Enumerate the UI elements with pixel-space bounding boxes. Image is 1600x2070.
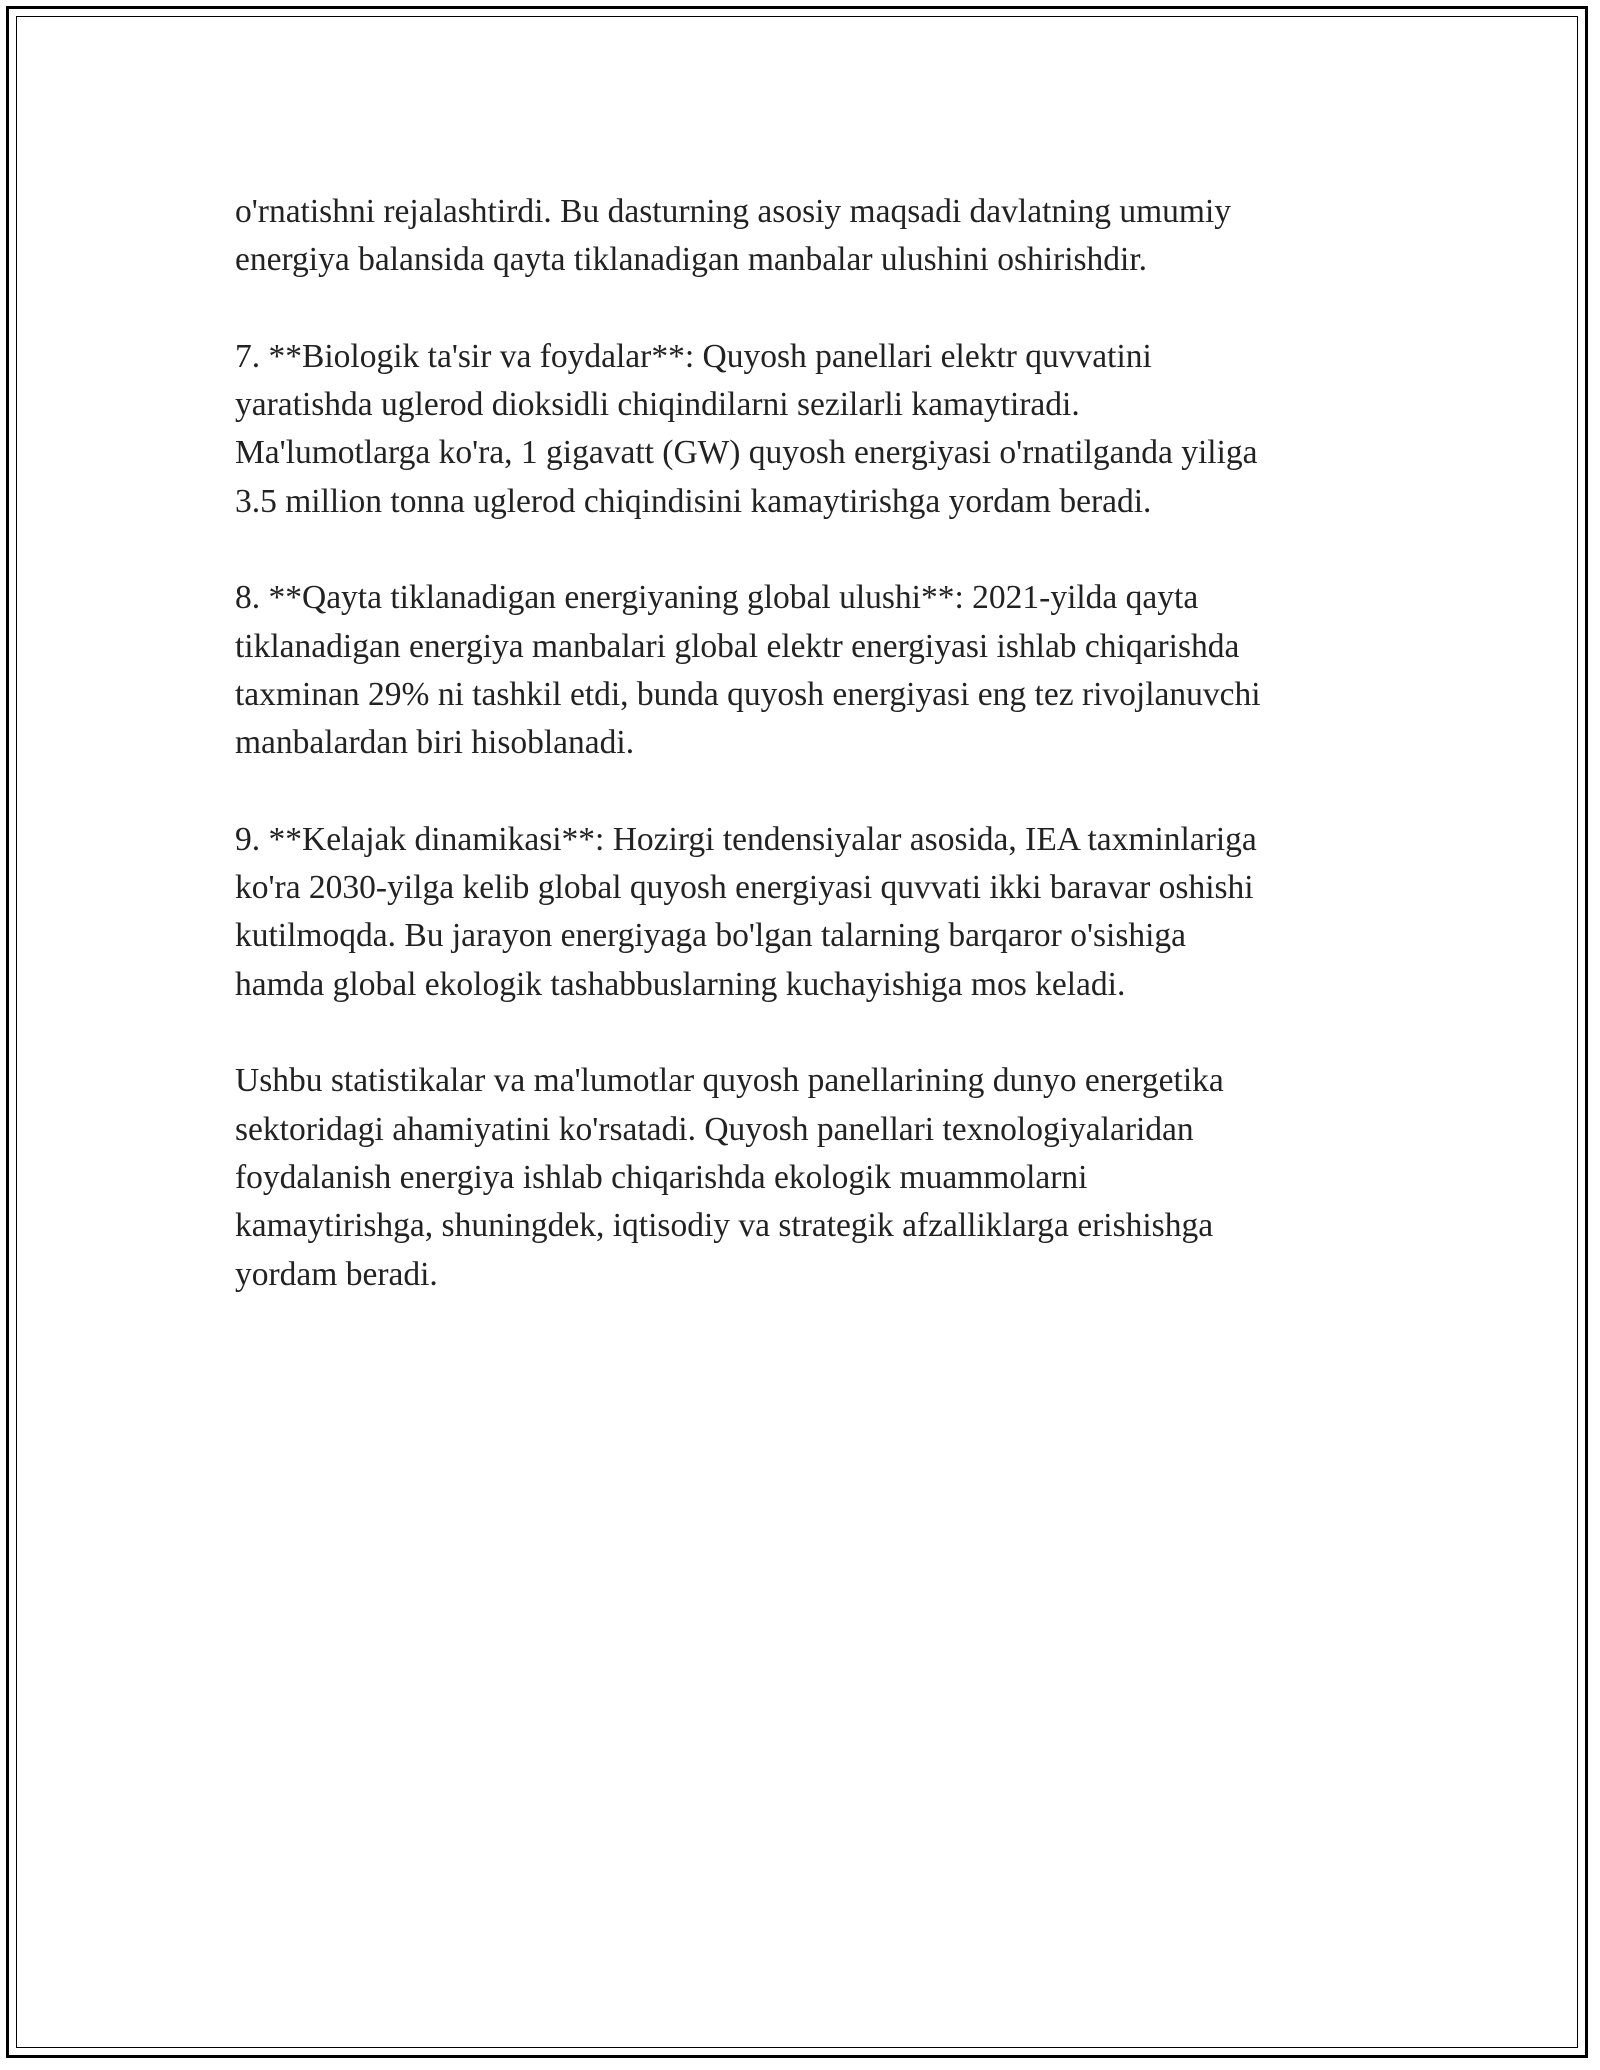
text-line: Ushbu statistikalar va ma'lumotlar quyosh panellarining dunyo energetika	[235, 1062, 1224, 1100]
text-line: kutilmoqda. Bu jarayon energiyaga bo'lgan talarning barqaror o'sishiga	[235, 917, 1187, 955]
text-line: ko'ra 2030-yilga kelib global quyosh energiyasi quvvati ikki baravar oshishi	[235, 869, 1254, 907]
text-line: hamda global ekologik tashabbuslarning kuchayishiga mos keladi.	[235, 965, 1126, 1003]
text-line: tiklanadigan energiya manbalari global elektr energiyasi ishlab chiqarishda	[235, 627, 1240, 665]
text-line: yordam beradi.	[235, 1255, 438, 1293]
text-line: o'rnatishni rejalashtirdi. Bu dasturning asosiy maqsadi davlatning umumiy	[235, 193, 1232, 230]
paragraph-conclusion	[235, 1057, 1385, 1298]
text-line: foydalanish energiya ishlab chiqarishda ekologik muammolarni	[235, 1158, 1088, 1196]
paragraph-continuation	[235, 188, 1385, 285]
text-line: energiya balansida qayta tiklanadigan manbalar ulushini oshirishdir.	[235, 241, 1148, 279]
text-line: kamaytirishga, shuningdek, iqtisodiy va strategik afzalliklarga erishishga	[235, 1207, 1214, 1245]
paragraph-item-8	[235, 574, 1385, 767]
text-line: Ma'lumotlarga ko'ra, 1 gigavatt (GW) quyosh energiyasi o'rnatilganda yiliga	[235, 434, 1258, 472]
paragraph-item-9	[235, 816, 1385, 1009]
text-line: sektoridagi ahamiyatini ko'rsatadi. Quyosh panellari texnologiyalaridan	[235, 1110, 1194, 1148]
text-line: taxminan 29% ni tashkil etdi, bunda quyosh energiyasi eng tez rivojlanuvchi	[235, 675, 1261, 713]
document-body	[235, 188, 1385, 1347]
text-line: 9. **Kelajak dinamikasi**: Hozirgi tendensiyalar asosida, IEA taxminlariga	[235, 820, 1257, 858]
text-line: 7. **Biologik ta'sir va foydalar**: Quyosh panellari elektr quvvatini	[235, 337, 1152, 375]
text-line: 3.5 million tonna uglerod chiqindisini kamaytirishga yordam beradi.	[235, 482, 1152, 520]
paragraph-item-7	[235, 333, 1385, 526]
text-line: yaratishda uglerod dioksidli chiqindilarni sezilarli kamaytiradi.	[235, 386, 1080, 424]
text-line: 8. **Qayta tiklanadigan energiyaning global ulushi**: 2021-yilda qayta	[235, 579, 1199, 617]
text-line: manbalardan biri hisoblanadi.	[235, 724, 635, 762]
